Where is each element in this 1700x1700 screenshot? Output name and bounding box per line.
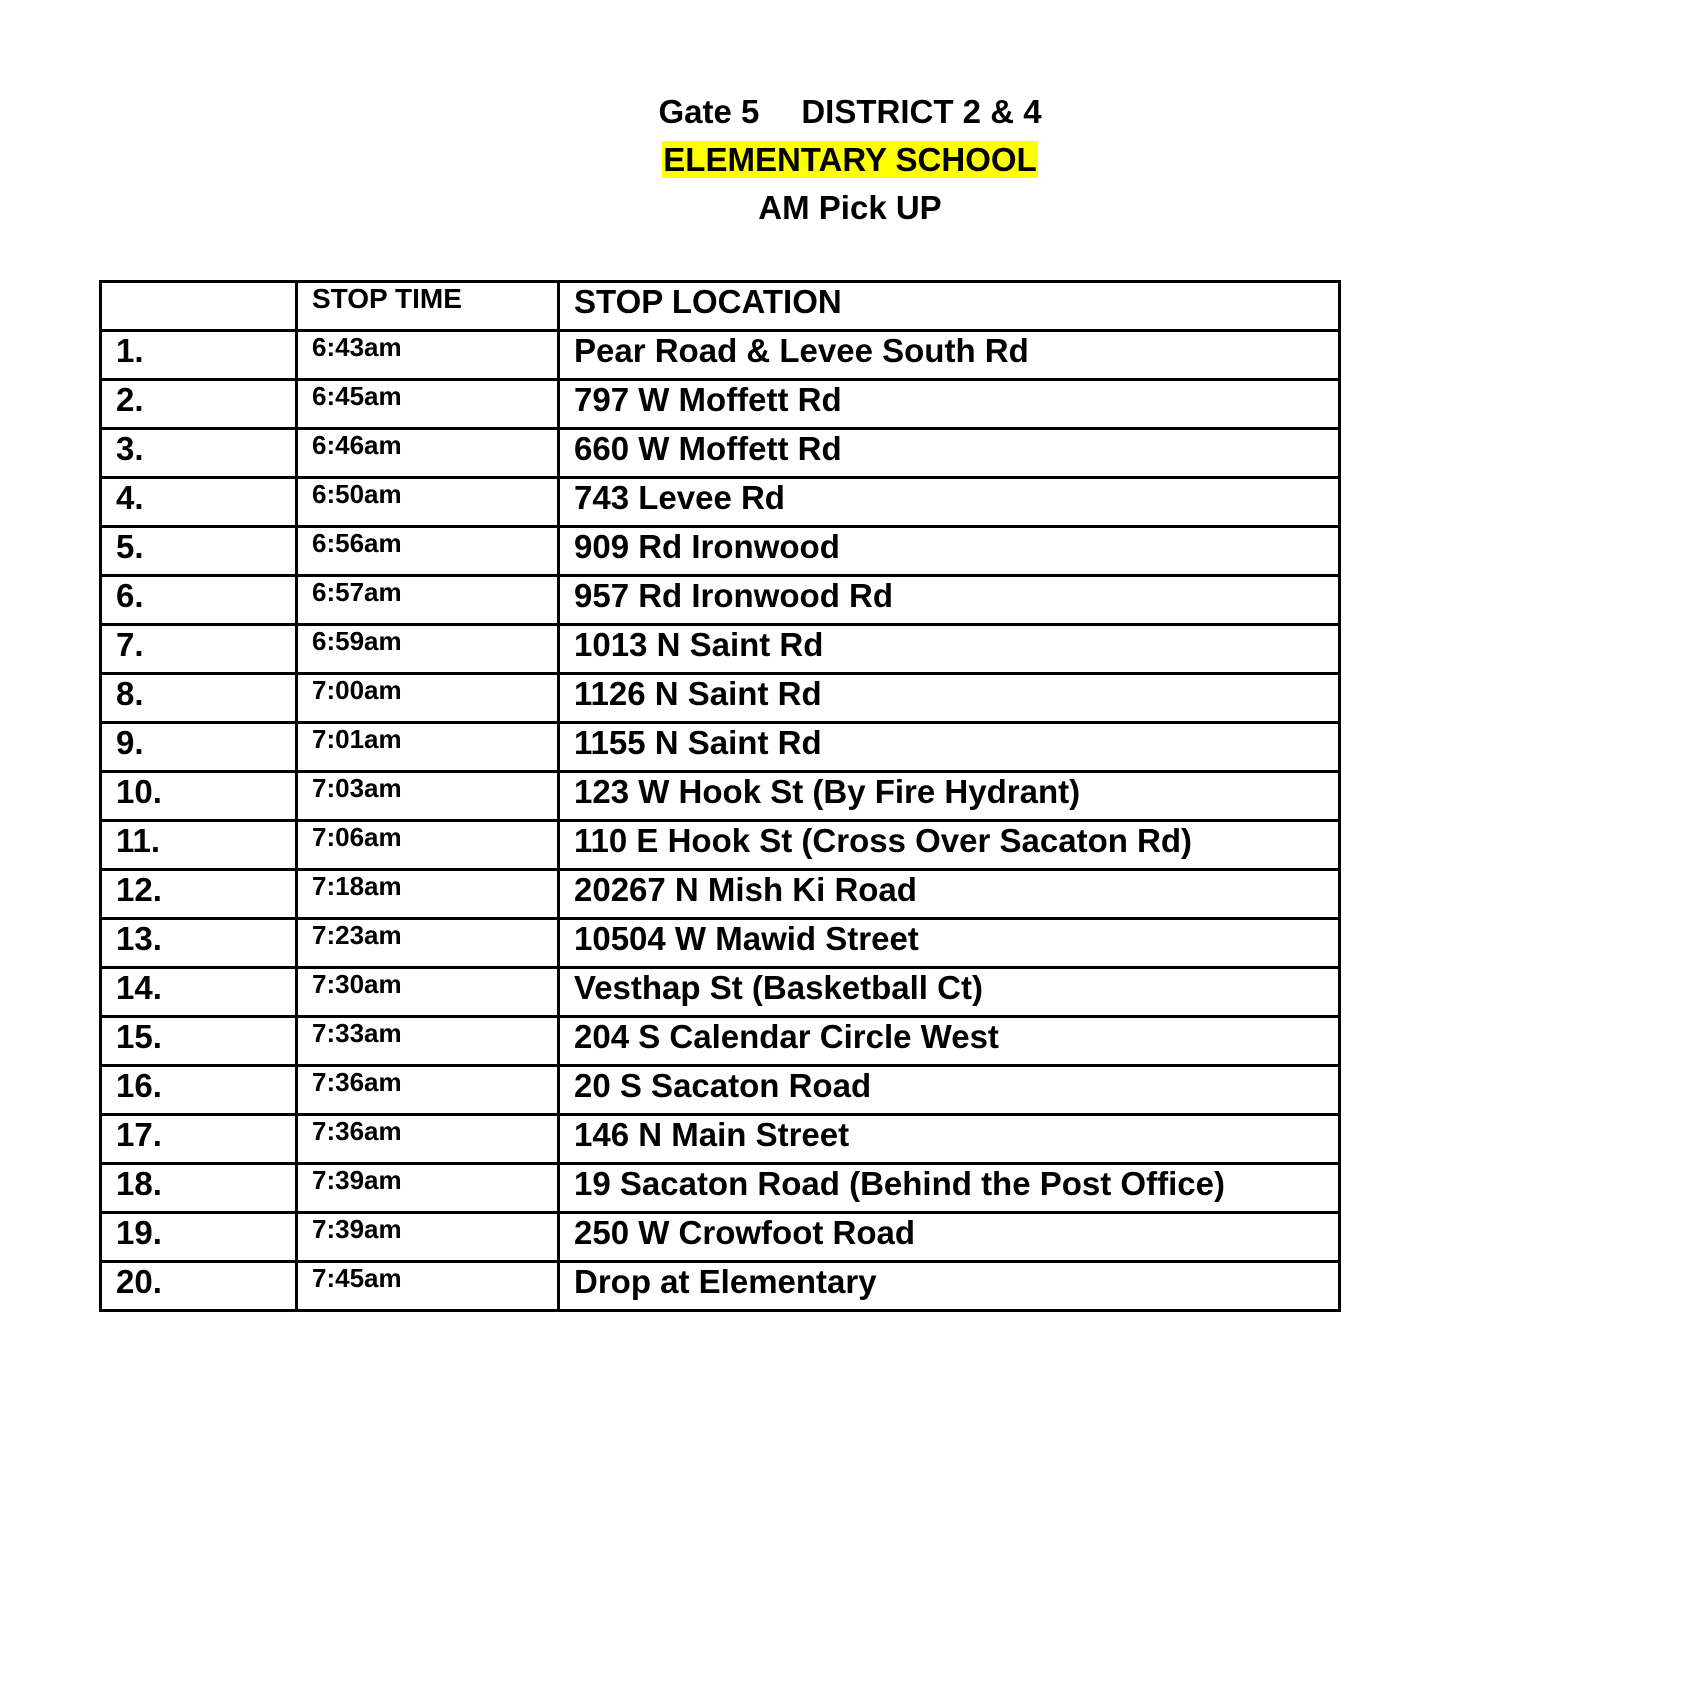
stop-number-cell: 2. (101, 380, 297, 429)
table-row (101, 772, 1340, 821)
stop-location-cell: 20267 N Mish Ki Road (559, 870, 1340, 919)
stop-number-cell: 5. (101, 527, 297, 576)
column-header-number (101, 282, 297, 331)
stop-time-cell: 7:33am (297, 1017, 559, 1066)
table-row (101, 1066, 1340, 1115)
stop-location-cell: 20 S Sacaton Road (559, 1066, 1340, 1115)
stop-number-cell: 1. (101, 331, 297, 380)
session-line (0, 184, 1700, 232)
column-header-stop-location: STOP LOCATION (559, 282, 1340, 331)
stop-time-cell: 6:46am (297, 429, 559, 478)
stop-number-cell: 13. (101, 919, 297, 968)
table-row (101, 968, 1340, 1017)
stop-time-cell: 7:00am (297, 674, 559, 723)
table-row (101, 380, 1340, 429)
table-row (101, 919, 1340, 968)
session-label: AM Pick UP (758, 189, 942, 226)
stop-time-cell: 7:45am (297, 1262, 559, 1311)
header-title-line (0, 88, 1700, 136)
stop-number-cell: 9. (101, 723, 297, 772)
stop-number-cell: 3. (101, 429, 297, 478)
stop-number-cell: 6. (101, 576, 297, 625)
stop-location-cell: 1155 N Saint Rd (559, 723, 1340, 772)
stop-number-cell: 8. (101, 674, 297, 723)
stop-time-cell: 7:23am (297, 919, 559, 968)
stop-number-cell: 20. (101, 1262, 297, 1311)
column-header-stop-time: STOP TIME (297, 282, 559, 331)
stop-location-cell: Drop at Elementary (559, 1262, 1340, 1311)
stop-location-cell: 146 N Main Street (559, 1115, 1340, 1164)
stop-time-cell: 7:06am (297, 821, 559, 870)
stop-location-cell: 957 Rd Ironwood Rd (559, 576, 1340, 625)
stop-location-cell: 123 W Hook St (By Fire Hydrant) (559, 772, 1340, 821)
stop-time-cell: 7:36am (297, 1066, 559, 1115)
stop-location-cell: 250 W Crowfoot Road (559, 1213, 1340, 1262)
table-header-row (101, 282, 1340, 331)
document-header (0, 88, 1700, 232)
stop-location-cell: 743 Levee Rd (559, 478, 1340, 527)
table-row (101, 576, 1340, 625)
district-label: DISTRICT 2 & 4 (801, 93, 1042, 130)
stop-time-cell: 7:18am (297, 870, 559, 919)
table-body (101, 331, 1340, 1311)
stop-time-cell: 6:56am (297, 527, 559, 576)
table-row (101, 723, 1340, 772)
stop-location-cell: 909 Rd Ironwood (559, 527, 1340, 576)
stop-location-cell: 1126 N Saint Rd (559, 674, 1340, 723)
school-line (0, 136, 1700, 184)
table-row (101, 478, 1340, 527)
school-name-highlighted: ELEMENTARY SCHOOL (663, 141, 1037, 178)
stop-time-cell: 7:01am (297, 723, 559, 772)
stop-time-cell: 7:03am (297, 772, 559, 821)
stop-time-cell: 7:39am (297, 1213, 559, 1262)
stop-location-cell: Pear Road & Levee South Rd (559, 331, 1340, 380)
stop-number-cell: 16. (101, 1066, 297, 1115)
stop-time-cell: 6:45am (297, 380, 559, 429)
stop-number-cell: 17. (101, 1115, 297, 1164)
stop-location-cell: 10504 W Mawid Street (559, 919, 1340, 968)
table-row (101, 625, 1340, 674)
stop-time-cell: 7:36am (297, 1115, 559, 1164)
stop-number-cell: 15. (101, 1017, 297, 1066)
stop-number-cell: 7. (101, 625, 297, 674)
table-row (101, 1017, 1340, 1066)
stop-location-cell: 797 W Moffett Rd (559, 380, 1340, 429)
stop-location-cell: 19 Sacaton Road (Behind the Post Office) (559, 1164, 1340, 1213)
stop-number-cell: 14. (101, 968, 297, 1017)
table-row (101, 1164, 1340, 1213)
table-row (101, 1262, 1340, 1311)
stop-number-cell: 19. (101, 1213, 297, 1262)
stop-time-cell: 6:59am (297, 625, 559, 674)
table-row (101, 527, 1340, 576)
table-row (101, 1115, 1340, 1164)
table-row (101, 870, 1340, 919)
stop-time-cell: 6:57am (297, 576, 559, 625)
stop-time-cell: 7:30am (297, 968, 559, 1017)
table-row (101, 674, 1340, 723)
gate-label: Gate 5 (658, 93, 760, 130)
stop-time-cell: 6:50am (297, 478, 559, 527)
table-row (101, 821, 1340, 870)
stop-number-cell: 10. (101, 772, 297, 821)
stop-location-cell: 1013 N Saint Rd (559, 625, 1340, 674)
stop-time-cell: 6:43am (297, 331, 559, 380)
stop-location-cell: Vesthap St (Basketball Ct) (559, 968, 1340, 1017)
table-row (101, 331, 1340, 380)
table-row (101, 429, 1340, 478)
stop-location-cell: 204 S Calendar Circle West (559, 1017, 1340, 1066)
stop-number-cell: 18. (101, 1164, 297, 1213)
stop-number-cell: 12. (101, 870, 297, 919)
stop-number-cell: 4. (101, 478, 297, 527)
table-row (101, 1213, 1340, 1262)
stop-time-cell: 7:39am (297, 1164, 559, 1213)
stop-location-cell: 110 E Hook St (Cross Over Sacaton Rd) (559, 821, 1340, 870)
stop-schedule-table (99, 280, 1341, 1312)
stop-number-cell: 11. (101, 821, 297, 870)
stop-location-cell: 660 W Moffett Rd (559, 429, 1340, 478)
